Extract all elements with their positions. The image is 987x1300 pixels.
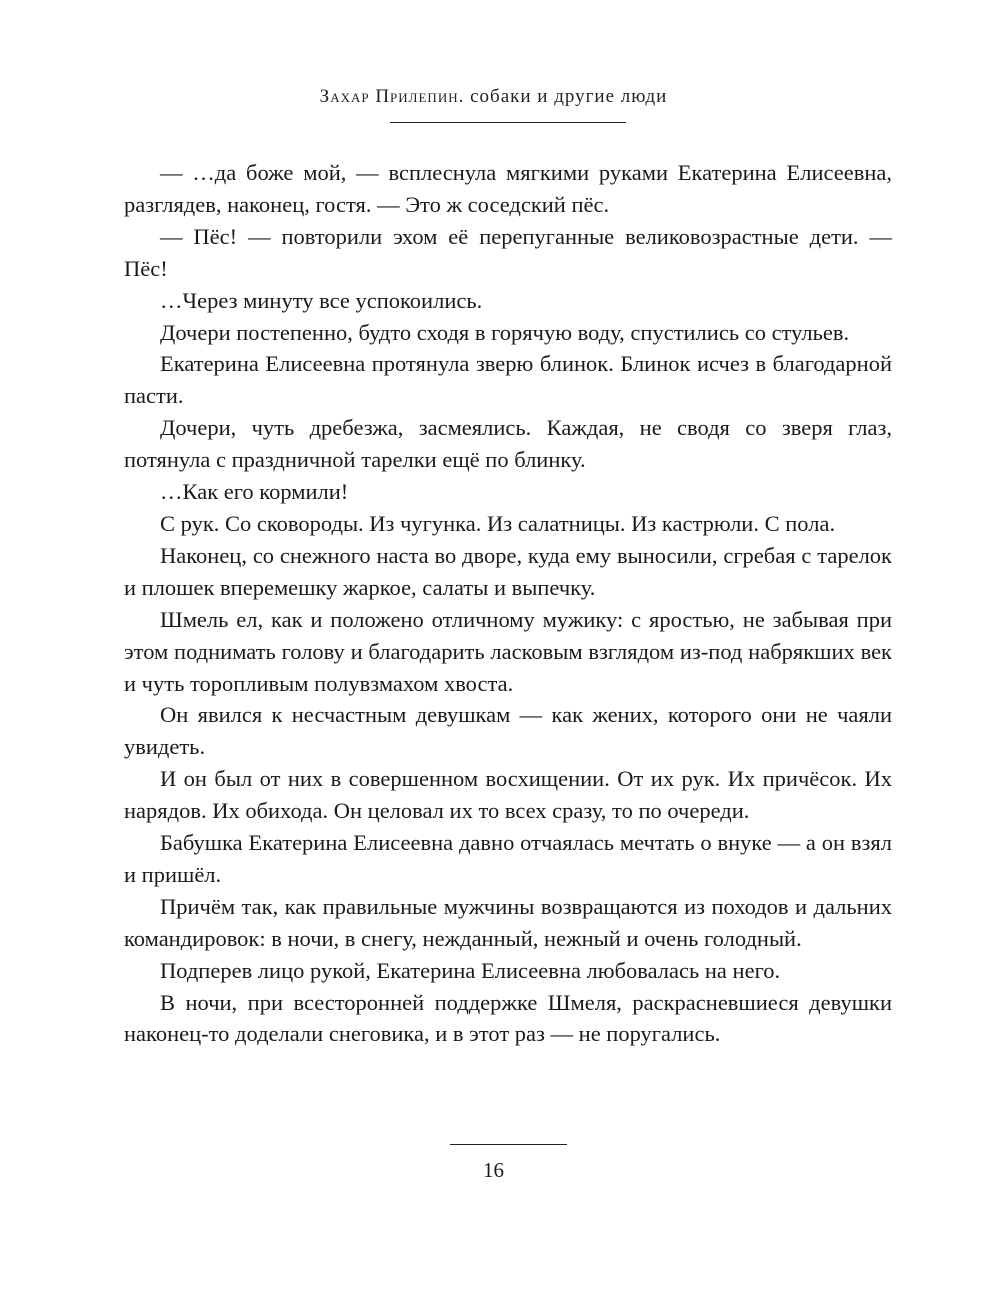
paragraph: С рук. Со сковороды. Из чугунка. Из салатницы. Из кастрюли. С пола. (160, 510, 836, 536)
paragraph: И он был от них в совершенном восхищении. От их рук. Их причёсок. Их нарядов. Их обихода. Он целовал их то всех сразу, то по очереди. (124, 766, 892, 824)
paragraph: Подперев лицо рукой, Екатерина Елисеевна любовалась на него. (160, 957, 781, 983)
page-body (124, 157, 892, 1050)
page-number: 16 (483, 1158, 504, 1182)
header-title: собаки и другие люди (470, 86, 668, 107)
paragraph: Екатерина Елисеевна протянула зверю блинок. Блинок исчез в благодарной пасти. (124, 351, 892, 409)
paragraph: — Пёс! — повторили эхом её перепуганные великовозрастные дети. — Пёс! (124, 223, 892, 281)
running-header (0, 86, 987, 108)
paragraph: Он явился к несчастным девушкам — как жених, которого они не чаяли увидеть. (124, 702, 892, 760)
paragraph: …Через минуту все успокоились. (160, 287, 483, 313)
paragraph: В ночи, при всесторонней поддержке Шмеля, раскрасневшиеся девушки наконец-то доделали снеговика, и в этот раз — не поругались. (124, 989, 892, 1047)
paragraph: Шмель ел, как и положено отличному мужику: с яростью, не забывая при этом поднимать голову и благодарить ласковым взглядом из-под набрякших век и чуть торопливым полувзмахом хвоста. (124, 606, 892, 696)
paragraph: Бабушка Екатерина Елисеевна давно отчаялась мечтать о внуке — а он взял и пришёл. (124, 830, 892, 887)
paragraph: Дочери, чуть дребезжа, засмеялись. Каждая, не сводя со зверя глаз, потянула с праздничной тарелки ещё по блинку. (124, 415, 892, 473)
paragraph: Дочери постепенно, будто сходя в горячую воду, спустились со стульев. (160, 319, 850, 345)
paragraph: Причём так, как правильные мужчины возвращаются из походов и дальних командировок: в ночи, в снегу, нежданный, нежный и очень голодный. (124, 893, 892, 951)
paragraph: …Как его кормили! (160, 479, 349, 505)
header-rule (390, 122, 626, 123)
header-author: Захар Прилепин. (319, 86, 465, 107)
paragraph: — …да боже мой, — всплеснула мягкими руками Екатерина Елисеевна, разглядев, наконец, гостя. — Это ж соседский пёс. (124, 160, 892, 217)
footer-rule (450, 1144, 567, 1145)
paragraph: Наконец, со снежного наста во дворе, куда ему выносили, сгребая с тарелок и плошек вперемешку жаркое, салаты и выпечку. (124, 542, 892, 600)
